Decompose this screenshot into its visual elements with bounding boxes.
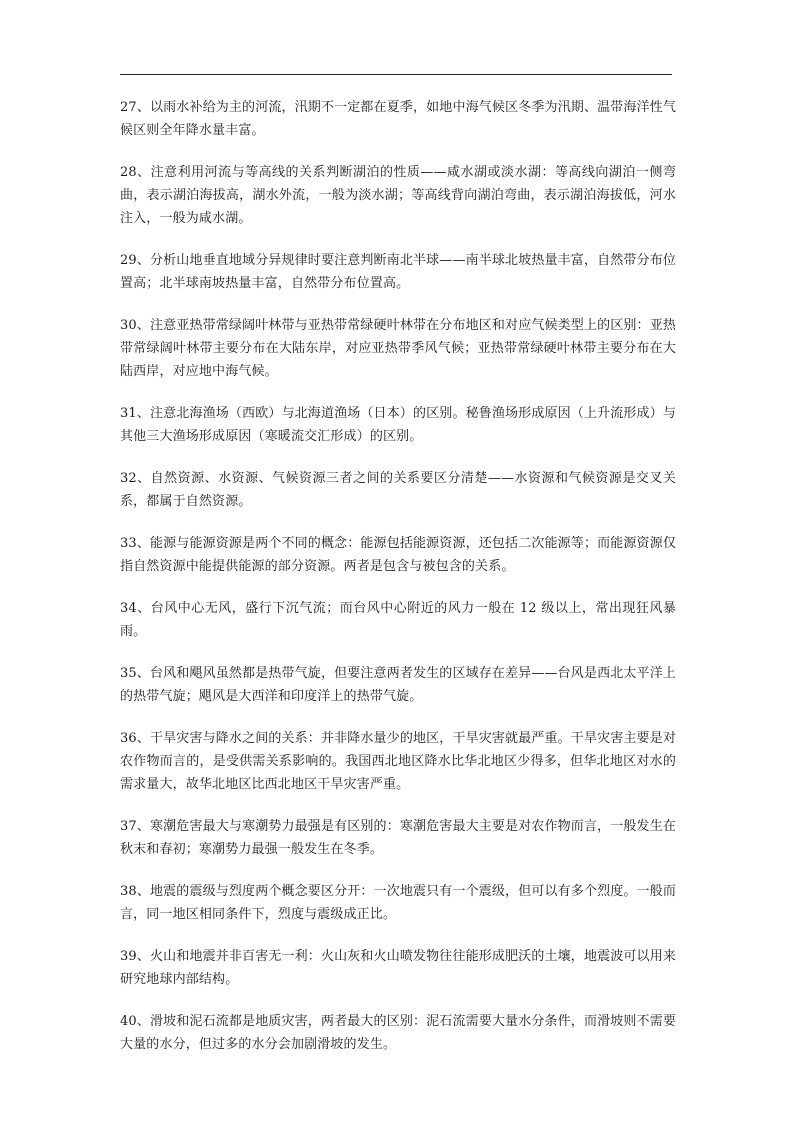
paragraph-36: 36、干旱灾害与降水之间的关系：并非降水量少的地区，干旱灾害就最严重。干旱灾害主要是对农作物而言的，是受供需关系影响的。我国西北地区降水比华北地区少得多，但华北地区对水的需求量大，故华北地区比西北地区干旱灾害严重。	[120, 731, 676, 792]
paragraph-34: 34、台风中心无风，盛行下沉气流；而台风中心附近的风力一般在 12 级以上，常出现狂风暴雨。	[120, 601, 676, 639]
paragraph-31: 31、注意北海渔场（西欧）与北海道渔场（日本）的区别。秘鲁渔场形成原因（上升流形成）与其他三大渔场形成原因（寒暖流交汇形成）的区别。	[120, 406, 676, 444]
document-body	[120, 96, 676, 1075]
paragraph-28: 28、注意利用河流与等高线的关系判断湖泊的性质——咸水湖或淡水湖：等高线向湖泊一侧弯曲，表示湖泊海拔高，湖水外流，一般为淡水湖；等高线背向湖泊弯曲，表示湖泊海拔低，河水注入，一般为咸水湖。	[120, 165, 676, 226]
paragraph-39: 39、火山和地震并非百害无一利：火山灰和火山喷发物往往能形成肥沃的土壤，地震波可以用来研究地球内部结构。	[120, 949, 676, 987]
paragraph-37: 37、寒潮危害最大与寒潮势力最强是有区别的：寒潮危害最大主要是对农作物而言，一般发生在秋末和春初；寒潮势力最强一般发生在冬季。	[120, 819, 676, 857]
paragraph-38: 38、地震的震级与烈度两个概念要区分开：一次地震只有一个震级，但可以有多个烈度。一般而言，同一地区相同条件下，烈度与震级成正比。	[120, 884, 676, 922]
paragraph-32: 32、自然资源、水资源、气候资源三者之间的关系要区分清楚——水资源和气候资源是交叉关系，都属于自然资源。	[120, 471, 676, 509]
paragraph-33: 33、能源与能源资源是两个不同的概念：能源包括能源资源，还包括二次能源等；而能源资源仅指自然资源中能提供能源的部分资源。两者是包含与被包含的关系。	[120, 536, 676, 574]
paragraph-29: 29、分析山地垂直地域分异规律时要注意判断南北半球——南半球北坡热量丰富，自然带分布位置高；北半球南坡热量丰富，自然带分布位置高。	[120, 253, 676, 291]
paragraph-30: 30、注意亚热带常绿阔叶林带与亚热带常绿硬叶林带在分布地区和对应气候类型上的区别：亚热带常绿阔叶林带主要分布在大陆东岸，对应亚热带季风气候；亚热带常绿硬叶林带主要分布在大陆西岸，对应地中海气候。	[120, 318, 676, 379]
header-rule	[120, 74, 672, 75]
paragraph-35: 35、台风和飓风虽然都是热带气旋，但要注意两者发生的区域存在差异——台风是西北太平洋上的热带气旋；飓风是大西洋和印度洋上的热带气旋。	[120, 666, 676, 704]
paragraph-40: 40、滑坡和泥石流都是地质灾害，两者最大的区别：泥石流需要大量水分条件，而滑坡则不需要大量的水分，但过多的水分会加剧滑坡的发生。	[120, 1014, 676, 1052]
paragraph-27: 27、以雨水补给为主的河流，汛期不一定都在夏季，如地中海气候区冬季为汛期、温带海洋性气候区则全年降水量丰富。	[120, 100, 676, 138]
